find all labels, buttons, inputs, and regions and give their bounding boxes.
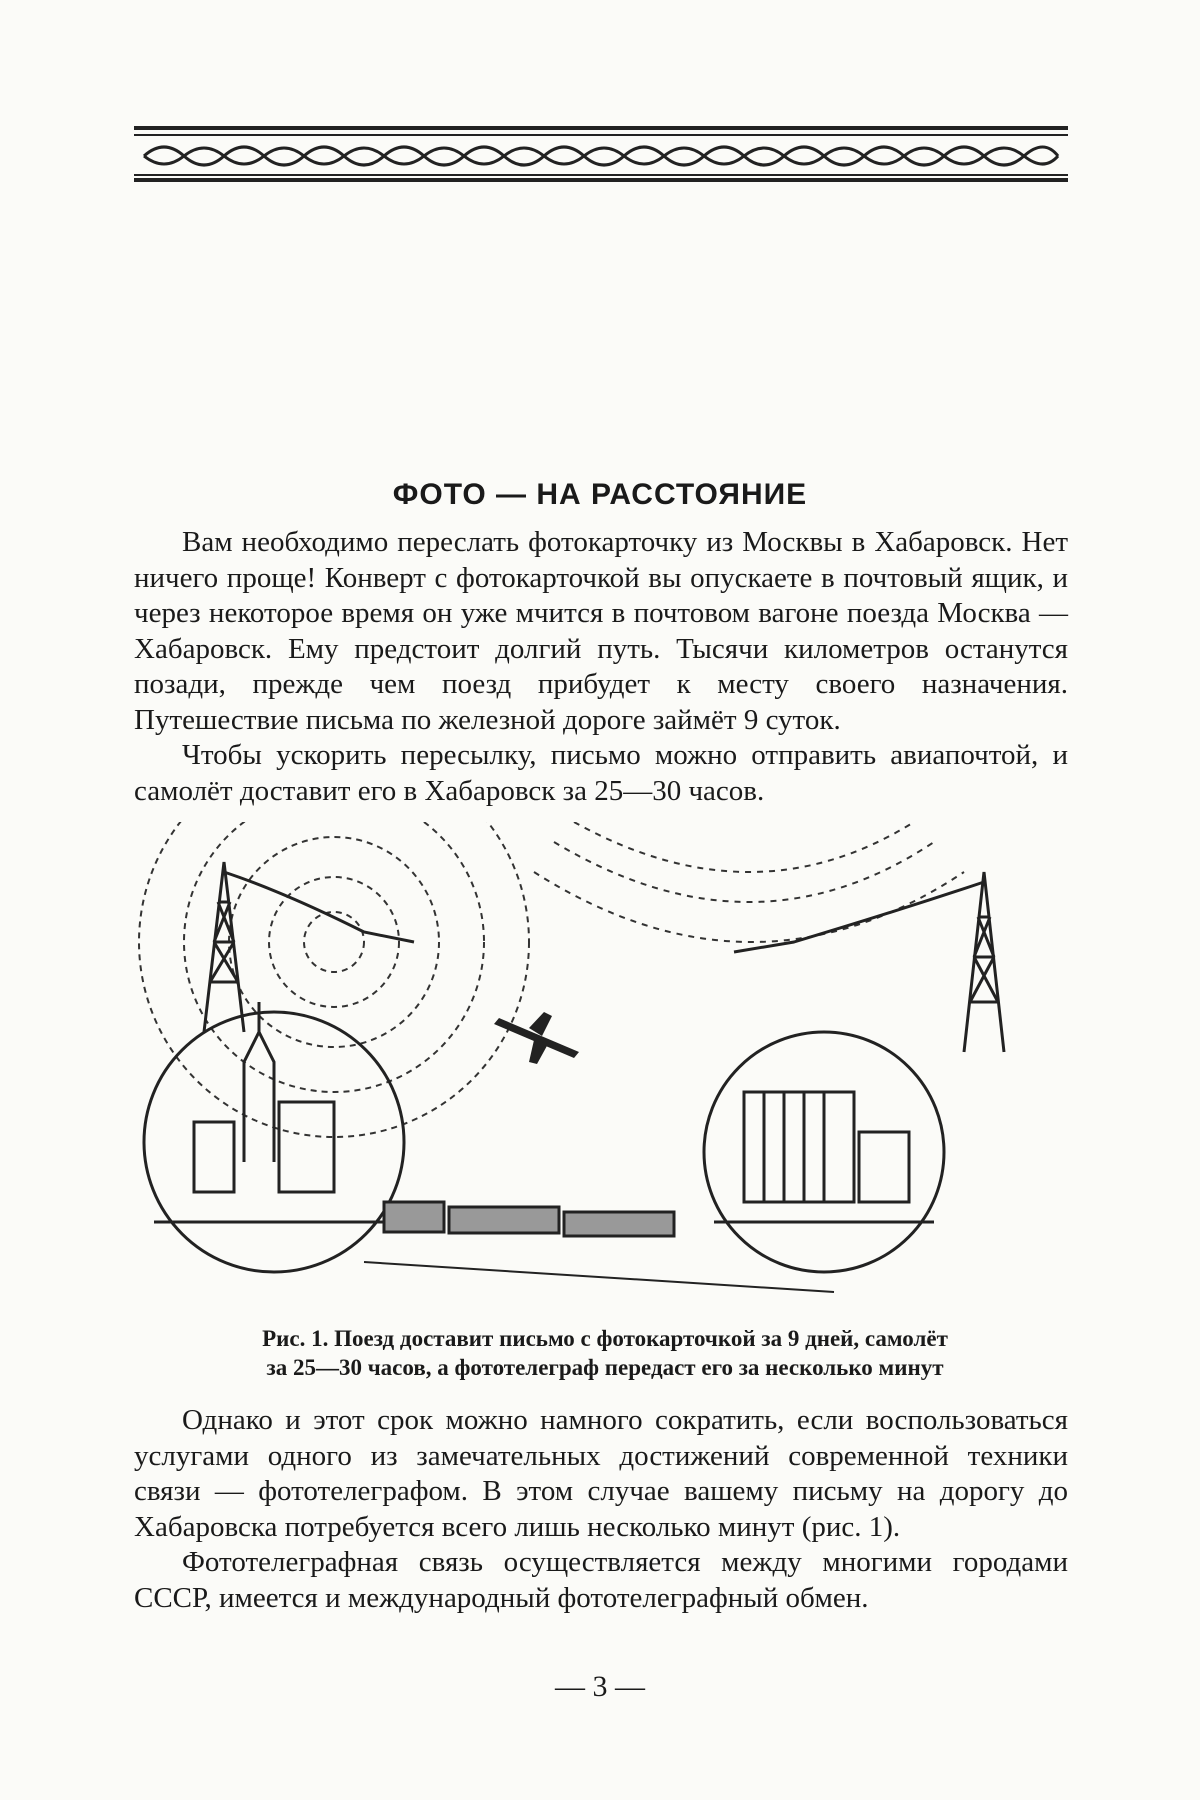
paragraph: Чтобы ускорить пересылку, письмо можно отправить авиапочтой, и самолёт доставит его в Хабаровск за 25—30 часов.: [134, 739, 1068, 807]
caption-line: за 25—30 часов, а фототелеграф передаст его за несколько минут: [266, 1355, 944, 1380]
paragraph: Вам необходимо переслать фотокарточку из Москвы в Хабаровск. Нет ничего проще! Конверт с фотокарточкой вы опускаете в почтовый ящик, и через некоторое время он уже мчится в почтовом вагоне поезда Москва — Хабаровск. Ему предстоит долгий путь. Тысячи километров останутся позади, прежде чем поезд прибудет к месту своего назначения. Путешествие письма по железной дороге займёт 9 суток.: [134, 526, 1068, 736]
text-block-bottom: [134, 1403, 1068, 1616]
figure-illustration: [134, 822, 1068, 1316]
header-ornament: [134, 126, 1068, 182]
figure-caption: [170, 1324, 1040, 1382]
text-block-top: [134, 525, 1068, 809]
article-heading: ФОТО — НА РАССТОЯНИЕ: [392, 478, 808, 511]
paragraph: Однако и этот срок можно намного сократить, если воспользоваться услугами одного из замечательных достижений современной техники связи — фототелеграфом. В этом случае вашему письму на дорогу до Хабаровска потребуется всего лишь несколько минут (рис. 1).: [134, 1404, 1068, 1543]
caption-line: Рис. 1. Поезд доставит письмо с фотокарточкой за 9 дней, самолёт: [262, 1326, 948, 1351]
page-number: — 3 —: [555, 1670, 645, 1703]
paragraph: Фототелеграфная связь осуществляется между многими городами СССР, имеется и международный фототелеграфный обмен.: [134, 1546, 1068, 1614]
